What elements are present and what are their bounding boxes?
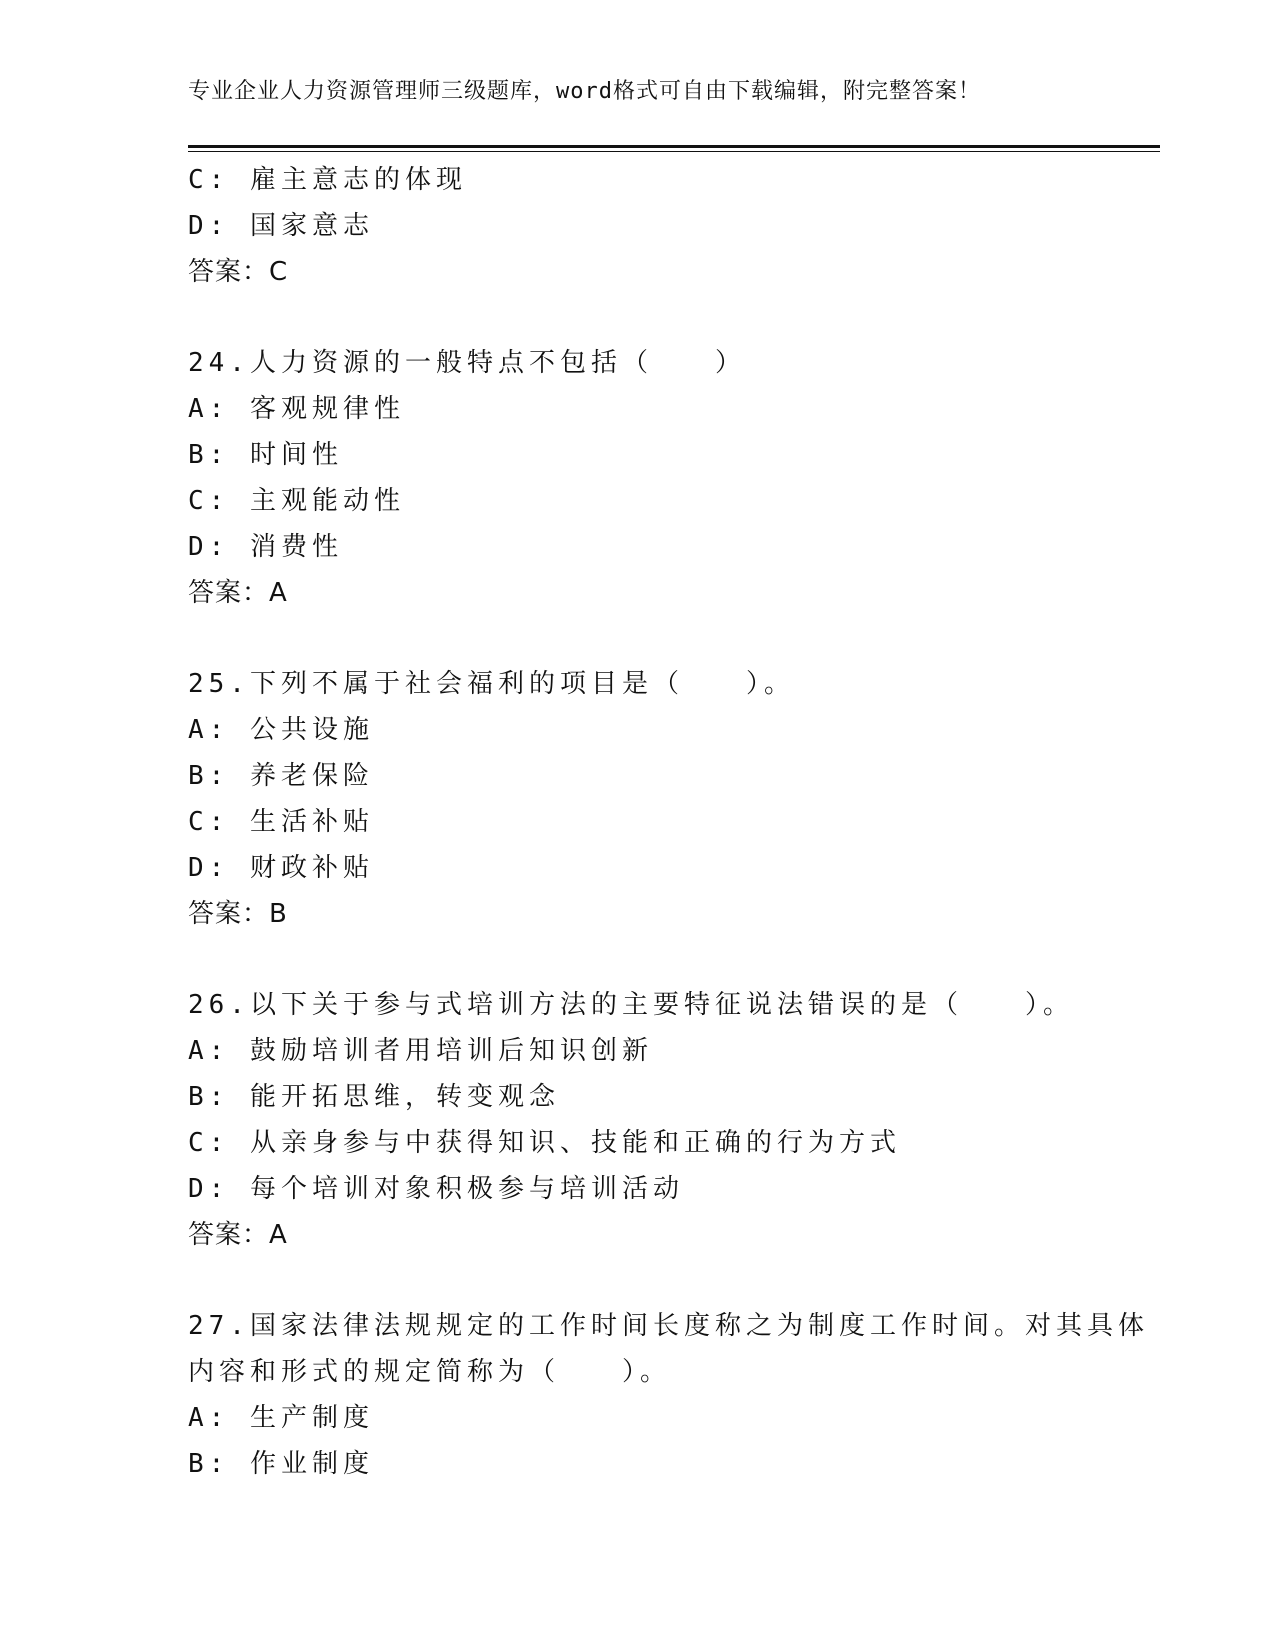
option-line: C: 从亲身参与中获得知识、技能和正确的行为方式 xyxy=(188,1128,901,1158)
option-line: A: 鼓励培训者用培训后知识创新 xyxy=(188,1036,653,1066)
question-stem-continued: 内容和形式的规定简称为（ ）。 xyxy=(188,1357,672,1387)
option-line: A: 公共设施 xyxy=(188,715,374,745)
option-line: C: 雇主意志的体现 xyxy=(188,165,467,195)
option-line: C: 主观能动性 xyxy=(188,486,405,516)
option-line: B: 时间性 xyxy=(188,440,343,470)
option-line: B: 作业制度 xyxy=(188,1449,374,1479)
question-stem: 25.下列不属于社会福利的项目是（ ）。 xyxy=(188,669,795,699)
option-line: D: 财政补贴 xyxy=(188,853,374,883)
document-body xyxy=(188,157,1149,1487)
option-line: C: 生活补贴 xyxy=(188,807,374,837)
header-rule-thin xyxy=(188,151,1160,152)
question-stem: 26.以下关于参与式培训方法的主要特征说法错误的是（ ）。 xyxy=(188,990,1074,1020)
page-header: 专业企业人力资源管理师三级题库，word格式可自由下载编辑，附完整答案！ xyxy=(188,79,981,104)
option-line: D: 消费性 xyxy=(188,532,343,562)
option-line: D: 每个培训对象积极参与培训活动 xyxy=(188,1174,684,1204)
question-stem: 27.国家法律法规规定的工作时间长度称之为制度工作时间。对其具体 xyxy=(188,1311,1149,1341)
header-rule-thick xyxy=(188,145,1160,148)
answer-line: 答案：A xyxy=(188,1220,288,1250)
answer-line: 答案：A xyxy=(188,578,288,608)
option-line: A: 客观规律性 xyxy=(188,394,405,424)
question-stem: 24.人力资源的一般特点不包括（ ） xyxy=(188,348,746,378)
option-line: B: 能开拓思维，转变观念 xyxy=(188,1082,560,1112)
option-line: B: 养老保险 xyxy=(188,761,374,791)
option-line: D: 国家意志 xyxy=(188,211,374,241)
answer-line: 答案：C xyxy=(188,257,289,287)
option-line: A: 生产制度 xyxy=(188,1403,374,1433)
answer-line: 答案：B xyxy=(188,899,288,929)
